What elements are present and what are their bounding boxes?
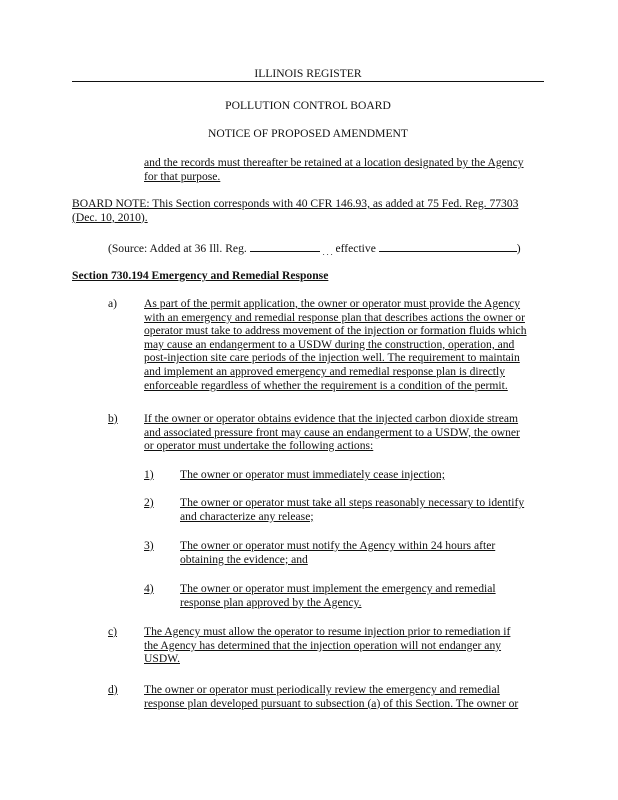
text-line: The owner or operator must notify the Agency within 24 hours after	[180, 539, 496, 552]
source-close: )	[516, 242, 521, 255]
text-line: The owner or operator must immediately cease injection;	[180, 468, 445, 481]
text-line: USDW.	[144, 652, 180, 666]
source-line	[108, 240, 521, 260]
text-line: and associated pressure front may cause an endangerment to a USDW, the owner	[144, 425, 520, 439]
text-line: may cause an endangerment to a USDW during the construction, operation, and	[144, 337, 515, 351]
text-line: with an emergency and remedial response plan that describes actions the owner or	[144, 310, 525, 324]
item-1-text	[180, 468, 544, 482]
register-title: ILLINOIS REGISTER	[254, 67, 362, 80]
text-line: obtaining the evidence; and	[180, 552, 308, 566]
item-2-label: 2)	[144, 496, 154, 509]
text-line: and characterize any release;	[180, 509, 314, 523]
text-line: response plan developed pursuant to subsection (a) of this Section. The owner or	[144, 696, 519, 710]
item-3-text	[180, 539, 544, 566]
subsection-a-text	[144, 297, 544, 392]
subsection-b-text	[144, 412, 544, 453]
text-line: If the owner or operator obtains evidence that the injected carbon dioxide stream	[144, 412, 519, 425]
text-line: enforceable regardless of whether the requirement is a condition of the permit.	[144, 378, 508, 392]
text-line: post-injection site care periods of the injection well. The requirement to maintain	[144, 351, 520, 365]
item-4-text	[180, 582, 544, 609]
text-line: or operator must undertake the following actions:	[144, 439, 374, 453]
subsection-a-label: a)	[108, 297, 118, 310]
subsection-d-label: d)	[108, 683, 118, 696]
text-line: and the records must thereafter be retained at a location designated by the Agency	[144, 156, 524, 169]
notice-title: NOTICE OF PROPOSED AMENDMENT	[207, 127, 408, 140]
text-line: The owner or operator must periodically review the emergency and remedial	[144, 683, 500, 696]
board-title: POLLUTION CONTROL BOARD	[225, 99, 391, 112]
header-rule	[72, 81, 544, 82]
text-line: the Agency has determined that the injection operation will not endanger any	[144, 638, 502, 652]
text-line: BOARD NOTE: This Section corresponds with 40 CFR 146.93, as added at 75 Fed. Reg. 77303	[72, 197, 519, 210]
subsection-c-text	[144, 625, 544, 666]
subsection-c-label: c)	[108, 625, 118, 638]
item-2-text	[180, 496, 544, 523]
text-line: for that purpose.	[144, 169, 221, 183]
text-line: response plan approved by the Agency.	[180, 595, 362, 609]
subsection-b-label: b)	[108, 412, 118, 425]
text-line: The Agency must allow the operator to resume injection prior to remediation if	[144, 625, 511, 638]
source-effective: effective	[335, 242, 376, 255]
continuation-paragraph	[144, 156, 544, 183]
text-line: operator must take to address movement of the injection or formation fluids which	[144, 324, 527, 338]
item-3-label: 3)	[144, 539, 154, 552]
text-line: The owner or operator must take all steps reasonably necessary to identify	[180, 496, 525, 509]
source-dots: . . .	[322, 248, 333, 257]
board-note	[72, 197, 544, 224]
section-heading: Section 730.194 Emergency and Remedial Response	[72, 269, 329, 282]
subsection-d-text	[144, 683, 544, 710]
text-line: The owner or operator must implement the emergency and remedial	[180, 582, 496, 595]
source-prefix: (Source: Added at 36 Ill. Reg.	[108, 242, 247, 255]
source-volume-blank	[250, 240, 320, 252]
source-date-blank	[379, 240, 517, 252]
item-1-label: 1)	[144, 468, 154, 481]
text-line: and implement an approved emergency and remedial response plan is directly	[144, 364, 505, 378]
text-line: As part of the permit application, the owner or operator must provide the Agency	[144, 297, 521, 310]
text-line: (Dec. 10, 2010).	[72, 210, 148, 224]
item-4-label: 4)	[144, 582, 154, 595]
